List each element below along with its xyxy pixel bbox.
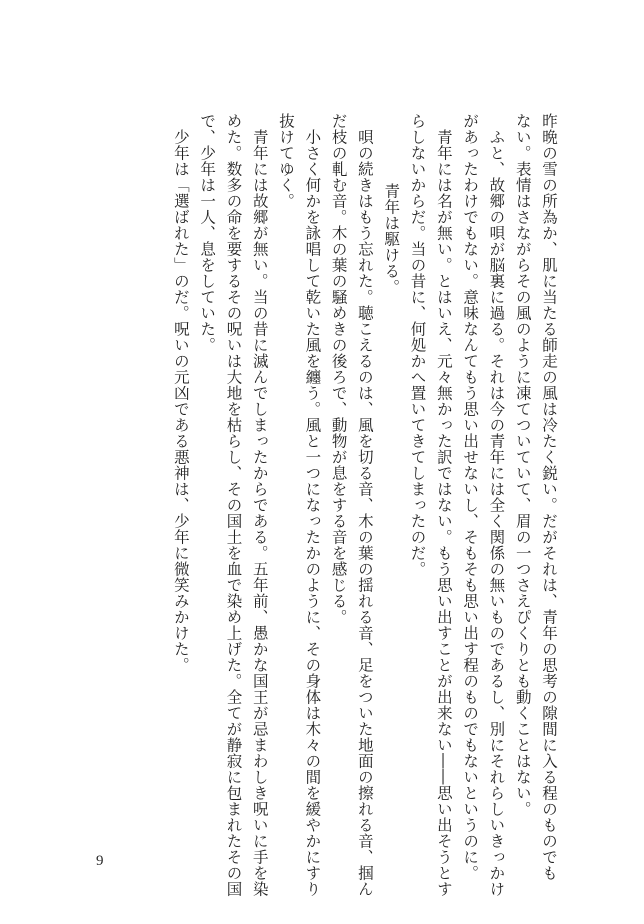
- vertical-text-body: [168, 113, 562, 897]
- text-line: 小さく何かを詠唱して乾いた風を纏う。風と一つになったかのように、その身体は木々の間を緩やかにすり: [303, 113, 322, 897]
- text-line: で、少年は一人、息をしていた。: [198, 113, 217, 353]
- text-line: 昨晩の雪の所為か、肌に当たる師走の風は冷たく鋭い。だがそれは、青年の思考の隙間に入る程のものでも: [540, 113, 558, 881]
- text-line: 少年は「選ばれた」のだ。呪いの元凶である悪神は、少年に微笑みかけた。: [171, 113, 190, 673]
- text-line: ふと、故郷の唄が脳裏に過る。それは今の青年には全く関係の無いものであるし、別にそれらしいきっかけ: [487, 113, 506, 897]
- page-number: 9: [96, 853, 104, 869]
- text-line: めた。数多の命を要するその呪いは大地を枯らし、その国土を血で染め上げた。全てが静寂に包まれたその国: [224, 113, 243, 897]
- text-line: 青年には名が無い。とはいえ、元々無かった訳ではない。もう思い出すことが出来ない――思い出そうとす: [434, 113, 453, 897]
- text-line: ない。表情はさながらその風のように凍てついていて、眉の一つさえぴくりとも動くことはない。: [513, 113, 532, 817]
- text-line: らしないからだ。当の昔に、何処かへ置いてきてしまったのだ。: [408, 113, 427, 577]
- text-line: 青年には故郷が無い。当の昔に滅んでしまったからである。五年前、愚かな国王が忌まわしき呪いに手を染: [250, 113, 269, 897]
- text-line: 唄の続きはもう忘れた。聴こえるのは、風を切る音、木の葉の揺れる音、足をついた地面の擦れる音、掴ん: [355, 113, 374, 897]
- text-line: があったわけでもない。意味なんてもう思い出せないし、そもそも思い出す程のものでもないというのに。: [461, 113, 480, 881]
- text-line: 抜けてゆく。: [277, 113, 296, 209]
- section-heading: 青年は駆ける。: [382, 119, 401, 295]
- text-line: だ枝の軋む音。木の葉の騒めきの後ろで、動物が息をする音を感じる。: [329, 113, 348, 625]
